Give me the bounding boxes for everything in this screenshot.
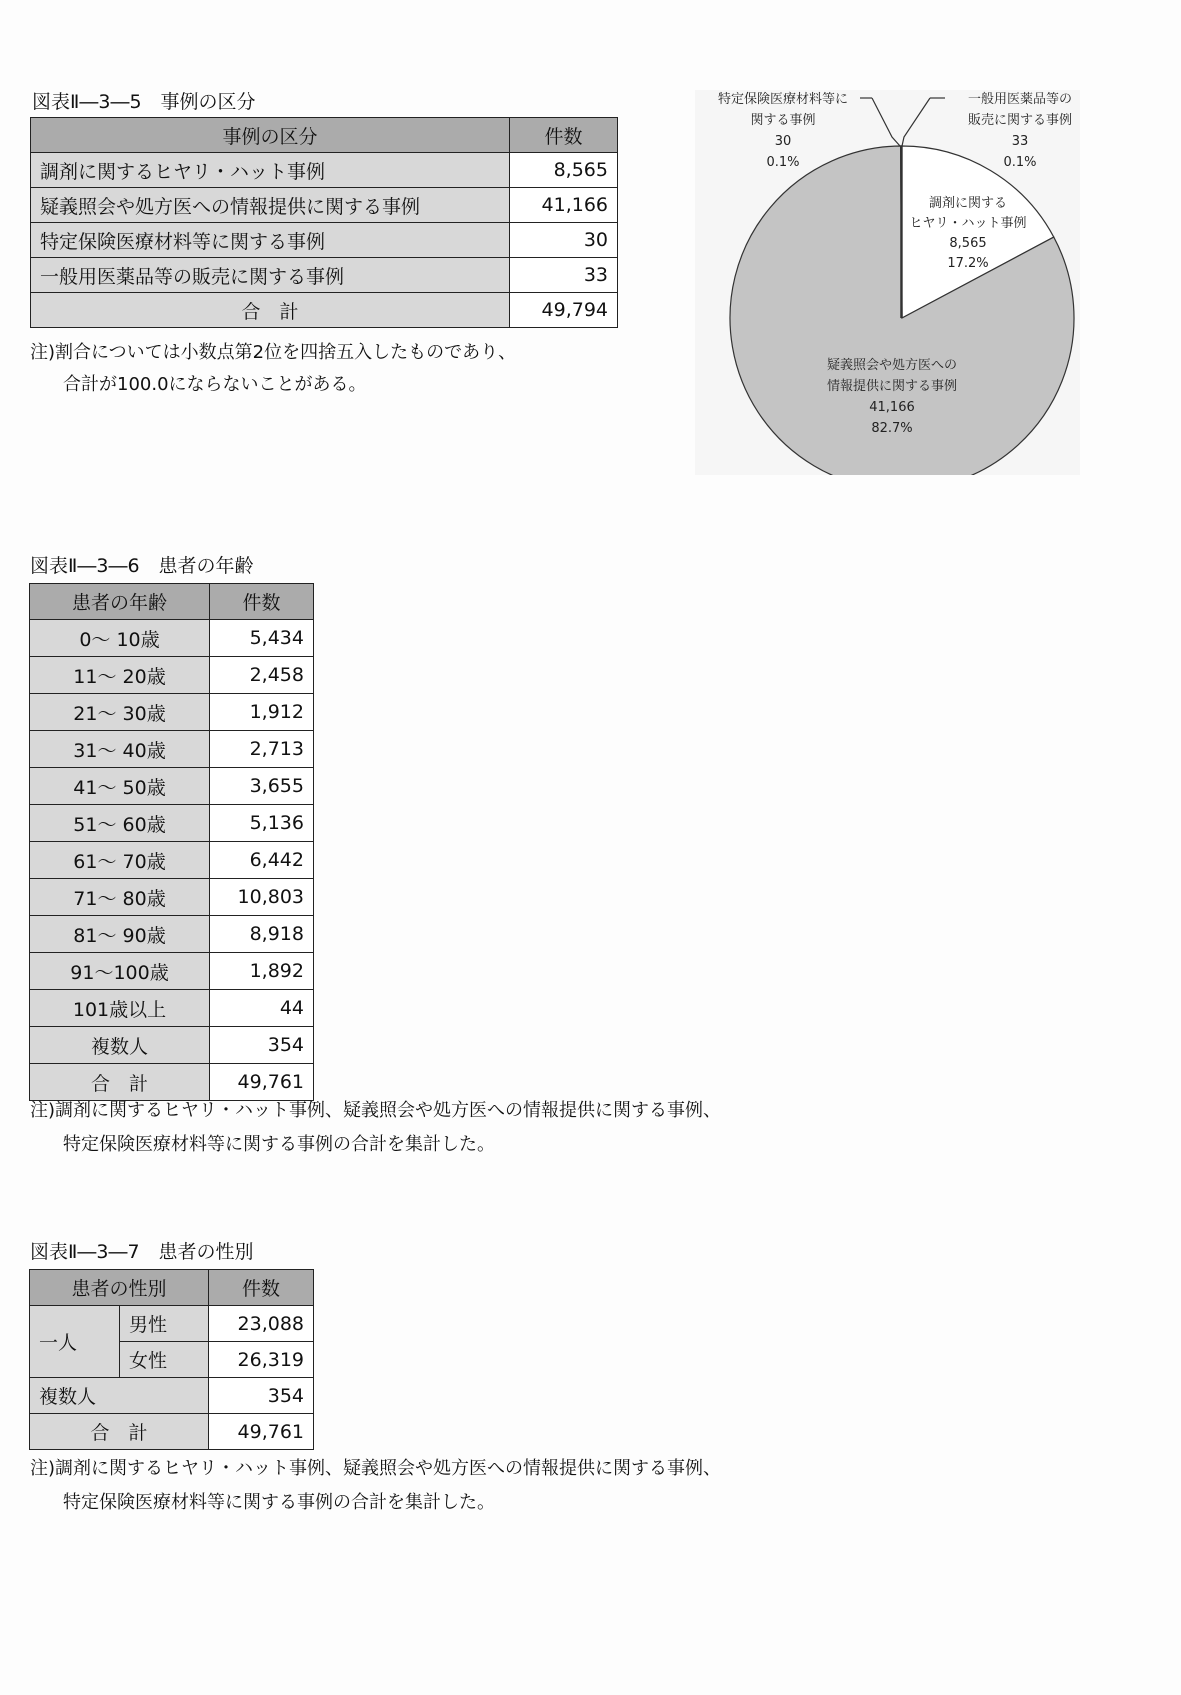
total-row [31, 293, 618, 328]
slice-percent: 0.1% [766, 155, 800, 170]
note-line-1: 注)割合については小数点第2位を四捨五入したものであり、 [30, 342, 517, 363]
total-row [30, 1414, 314, 1450]
case-category-table [30, 117, 618, 328]
row-value: 33 [510, 258, 618, 293]
slice-label: 特定保険医療材料等に [717, 92, 849, 107]
table6-caption: 図表Ⅱ―3―6 患者の年齢 [30, 555, 254, 577]
table-row [30, 1378, 314, 1414]
row-value: 5,136 [210, 805, 314, 842]
table-row [30, 694, 314, 731]
row-value: 44 [210, 990, 314, 1027]
row-value: 1,912 [210, 694, 314, 731]
col-header-count: 件数 [210, 584, 314, 620]
table-row [30, 805, 314, 842]
table-row [30, 620, 314, 657]
row-value: 3,655 [210, 768, 314, 805]
row-label: 31～ 40歳 [30, 731, 210, 768]
note-line-2: 特定保険医療材料等に関する事例の合計を集計した。 [63, 1492, 495, 1513]
slice-label: 疑義照会や処方医への [826, 358, 958, 373]
table-row [30, 990, 314, 1027]
note-line-1: 注)調剤に関するヒヤリ・ハット事例、疑義照会や処方医への情報提供に関する事例、 [30, 1458, 722, 1479]
table5-note [30, 337, 516, 401]
table-row [31, 223, 618, 258]
col-header-count: 件数 [209, 1270, 314, 1306]
slice-value: 41,166 [869, 400, 915, 415]
table-row [30, 657, 314, 694]
table-row [31, 153, 618, 188]
row-value: 41,166 [510, 188, 618, 223]
table-row [30, 842, 314, 879]
row-label: 81～ 90歳 [30, 916, 210, 953]
total-label: 合 計 [31, 293, 510, 328]
row-label: 101歳以上 [30, 990, 210, 1027]
total-label: 合 計 [30, 1414, 209, 1450]
row-label: 41～ 50歳 [30, 768, 210, 805]
male-label: 男性 [120, 1306, 209, 1342]
slice-label: ヒヤリ・ハット事例 [909, 216, 1027, 231]
female-value: 26,319 [209, 1342, 314, 1378]
row-label: 0～ 10歳 [30, 620, 210, 657]
row-value: 8,918 [210, 916, 314, 953]
row-value: 1,892 [210, 953, 314, 990]
table-row [30, 731, 314, 768]
slice-label: 情報提供に関する事例 [826, 379, 958, 394]
single-person-label: 一人 [30, 1306, 120, 1378]
row-label: 調剤に関するヒヤリ・ハット事例 [31, 153, 510, 188]
row-value: 2,458 [210, 657, 314, 694]
row-label: 21～ 30歳 [30, 694, 210, 731]
slice-value: 30 [774, 134, 792, 149]
case-category-pie-chart [695, 90, 1080, 475]
multiple-persons-label: 複数人 [30, 1378, 209, 1414]
table7-note [30, 1452, 721, 1520]
row-value: 354 [210, 1027, 314, 1064]
slice-value: 33 [1011, 134, 1029, 149]
patient-age-table [29, 583, 314, 1101]
table-header-row [30, 1270, 314, 1306]
row-label: 特定保険医療材料等に関する事例 [31, 223, 510, 258]
table-row [30, 953, 314, 990]
row-label: 疑義照会や処方医への情報提供に関する事例 [31, 188, 510, 223]
row-value: 5,434 [210, 620, 314, 657]
slice-label: 関する事例 [750, 113, 816, 128]
total-value: 49,761 [210, 1064, 314, 1101]
col-header-age: 患者の年齢 [30, 584, 210, 620]
table-header-row [31, 118, 618, 153]
slice-value: 8,565 [949, 236, 987, 251]
note-line-2: 特定保険医療材料等に関する事例の合計を集計した。 [63, 1134, 495, 1155]
total-value: 49,761 [209, 1414, 314, 1450]
table-row [30, 1306, 314, 1342]
note-line-1: 注)調剤に関するヒヤリ・ハット事例、疑義照会や処方医への情報提供に関する事例、 [30, 1100, 722, 1121]
row-value: 2,713 [210, 731, 314, 768]
male-value: 23,088 [209, 1306, 314, 1342]
col-header-sex: 患者の性別 [30, 1270, 209, 1306]
slice-label: 販売に関する事例 [967, 113, 1073, 128]
row-label: 61～ 70歳 [30, 842, 210, 879]
multiple-persons-value: 354 [209, 1378, 314, 1414]
row-label: 複数人 [30, 1027, 210, 1064]
table-row [30, 768, 314, 805]
row-value: 10,803 [210, 879, 314, 916]
table-header-row [30, 584, 314, 620]
row-value: 6,442 [210, 842, 314, 879]
slice-percent: 0.1% [1003, 155, 1037, 170]
table-row [30, 879, 314, 916]
row-value: 30 [510, 223, 618, 258]
row-label: 11～ 20歳 [30, 657, 210, 694]
table-row [31, 258, 618, 293]
row-label: 一般用医薬品等の販売に関する事例 [31, 258, 510, 293]
row-label: 51～ 60歳 [30, 805, 210, 842]
table-row [30, 1027, 314, 1064]
female-label: 女性 [120, 1342, 209, 1378]
table6-note [30, 1094, 721, 1162]
col-header-category: 事例の区分 [31, 118, 510, 153]
table7-caption: 図表Ⅱ―3―7 患者の性別 [30, 1241, 254, 1263]
patient-sex-table [29, 1269, 314, 1450]
row-value: 8,565 [510, 153, 618, 188]
row-label: 91～100歳 [30, 953, 210, 990]
note-line-2: 合計が100.0にならないことがある。 [63, 374, 367, 395]
row-label: 71～ 80歳 [30, 879, 210, 916]
total-label: 合 計 [30, 1064, 210, 1101]
col-header-count: 件数 [510, 118, 618, 153]
total-value: 49,794 [510, 293, 618, 328]
slice-label: 一般用医薬品等の [967, 92, 1073, 107]
slice-label: 調剤に関する [928, 196, 1008, 211]
table5-caption: 図表Ⅱ―3―5 事例の区分 [32, 91, 256, 113]
table-row [31, 188, 618, 223]
slice-percent: 17.2% [947, 256, 989, 271]
slice-percent: 82.7% [871, 421, 913, 436]
table-row [30, 916, 314, 953]
